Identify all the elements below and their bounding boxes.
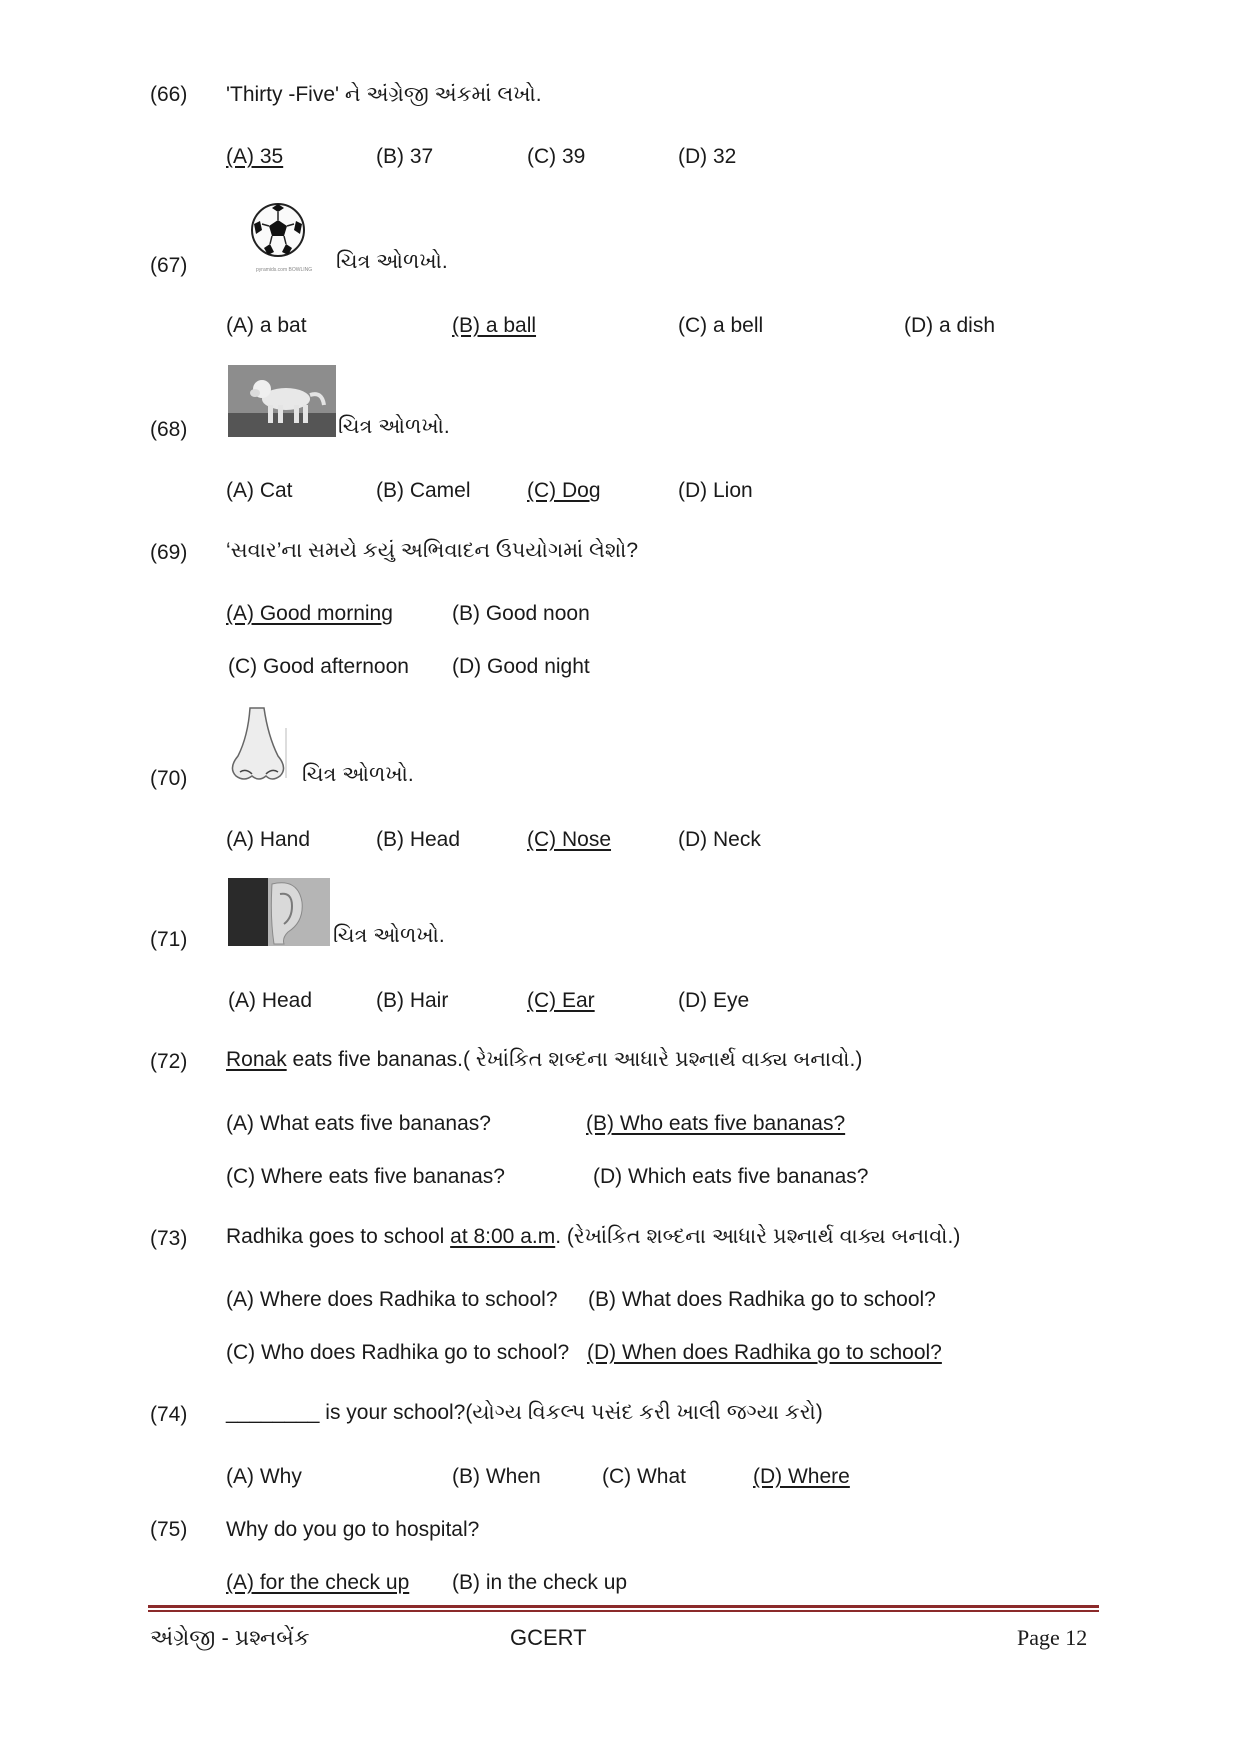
question-73-number: (73) xyxy=(150,1227,188,1250)
q71-option-c: (C) Ear xyxy=(527,989,595,1012)
question-68-text: ચિત્ર ઓળખો. xyxy=(338,415,450,438)
question-66-number: (66) xyxy=(150,83,188,106)
q73-text-rest: . (રેખાંકિત શબ્દના આધારે પ્રશ્નાર્થ વાક્ય બનાવો.) xyxy=(555,1225,961,1248)
footer-rule-bottom xyxy=(148,1610,1099,1612)
q72-option-c: (C) Where eats five bananas? xyxy=(226,1165,505,1188)
q69-option-a: (A) Good morning xyxy=(226,602,393,625)
q74-option-b: (B) When xyxy=(452,1465,541,1488)
footer-rule-top xyxy=(148,1605,1099,1608)
q70-option-c: (C) Nose xyxy=(527,828,612,851)
q67-option-a: (A) a bat xyxy=(226,314,307,337)
ball-image-caption: pyramids.com BOWLING xyxy=(256,267,313,273)
question-73-text xyxy=(226,1224,960,1250)
q71-option-b: (B) Hair xyxy=(376,989,449,1012)
question-70-text: ચિત્ર ઓળખો. xyxy=(302,763,414,786)
question-70-number: (70) xyxy=(150,767,188,790)
question-67-number: (67) xyxy=(150,254,188,277)
q72-option-d: (D) Which eats five bananas? xyxy=(593,1165,869,1188)
q73-option-c: (C) Who does Radhika go to school? xyxy=(226,1341,570,1364)
q74-option-c: (C) What xyxy=(602,1465,686,1488)
q71-option-a: (A) Head xyxy=(228,989,313,1012)
q68-option-b: (B) Camel xyxy=(376,479,471,502)
q75-option-b: (B) in the check up xyxy=(452,1571,628,1594)
q66-option-c: (C) 39 xyxy=(527,145,586,168)
q72-underlined-word: Ronak xyxy=(226,1048,287,1071)
q70-option-d: (D) Neck xyxy=(678,828,761,851)
q73-option-d: (D) When does Radhika go to school? xyxy=(587,1341,942,1364)
question-74-number: (74) xyxy=(150,1403,188,1426)
q66-option-d: (D) 32 xyxy=(678,145,737,168)
q73-underlined-phrase: at 8:00 a.m xyxy=(450,1225,556,1248)
question-68-number: (68) xyxy=(150,418,188,441)
question-72-text xyxy=(226,1047,862,1073)
footer-subject: અંગ્રેજી - પ્રશ્નબેંક xyxy=(150,1625,310,1650)
dog-image xyxy=(228,365,336,437)
q74-option-d: (D) Where xyxy=(753,1465,850,1488)
q68-option-a: (A) Cat xyxy=(226,479,293,502)
q66-option-a: (A) 35 xyxy=(226,145,284,168)
question-75-text: Why do you go to hospital? xyxy=(226,1518,480,1541)
question-66-text: 'Thirty -Five' ને અંગ્રેજી અંકમાં લખો. xyxy=(226,83,542,106)
q68-option-d: (D) Lion xyxy=(678,479,753,502)
question-67-text: ચિત્ર ઓળખો. xyxy=(336,250,448,273)
question-69-text: ‘સવાર’ના સમયે કયું અભિવાદન ઉપયોગમાં લેશો? xyxy=(226,539,639,562)
q72-text-rest: eats five bananas.( રેખાંકિત શબ્દના આધારે પ્રશ્નાર્થ વાક્ય બનાવો.) xyxy=(286,1048,863,1071)
q70-option-b: (B) Head xyxy=(376,828,461,851)
q68-option-c: (C) Dog xyxy=(527,479,601,502)
q75-option-a: (A) for the check up xyxy=(226,1571,410,1594)
q74-text-rest: is your school?(યોગ્ય વિકલ્પ પસંદ કરી ખાલી જગ્યા કરો) xyxy=(319,1401,823,1424)
nose-image xyxy=(228,706,290,786)
q72-option-a: (A) What eats five bananas? xyxy=(226,1112,491,1135)
q74-blank: ________ xyxy=(226,1401,320,1424)
q70-option-a: (A) Hand xyxy=(226,828,311,851)
q69-option-c: (C) Good afternoon xyxy=(228,655,409,678)
soccer-ball-image xyxy=(250,202,306,258)
q74-option-a: (A) Why xyxy=(226,1465,302,1488)
q71-option-d: (D) Eye xyxy=(678,989,750,1012)
ear-image xyxy=(228,878,330,946)
q69-option-b: (B) Good noon xyxy=(452,602,590,625)
q67-option-b: (B) a ball xyxy=(452,314,537,337)
q69-option-d: (D) Good night xyxy=(452,655,590,678)
q73-text-start: Radhika goes to school xyxy=(226,1225,451,1248)
q67-option-c: (C) a bell xyxy=(678,314,764,337)
q73-option-b: (B) What does Radhika go to school? xyxy=(588,1288,936,1311)
question-75-number: (75) xyxy=(150,1518,188,1541)
q73-option-a: (A) Where does Radhika to school? xyxy=(226,1288,558,1311)
question-74-text xyxy=(226,1400,823,1426)
footer-publisher: GCERT xyxy=(510,1625,587,1650)
q67-option-d: (D) a dish xyxy=(904,314,996,337)
q66-option-b: (B) 37 xyxy=(376,145,434,168)
question-71-text: ચિત્ર ઓળખો. xyxy=(333,924,445,947)
question-71-number: (71) xyxy=(150,928,188,951)
question-72-number: (72) xyxy=(150,1050,188,1073)
question-69-number: (69) xyxy=(150,541,188,564)
footer-page-number: Page 12 xyxy=(1017,1625,1088,1650)
q72-option-b: (B) Who eats five bananas? xyxy=(586,1112,846,1135)
